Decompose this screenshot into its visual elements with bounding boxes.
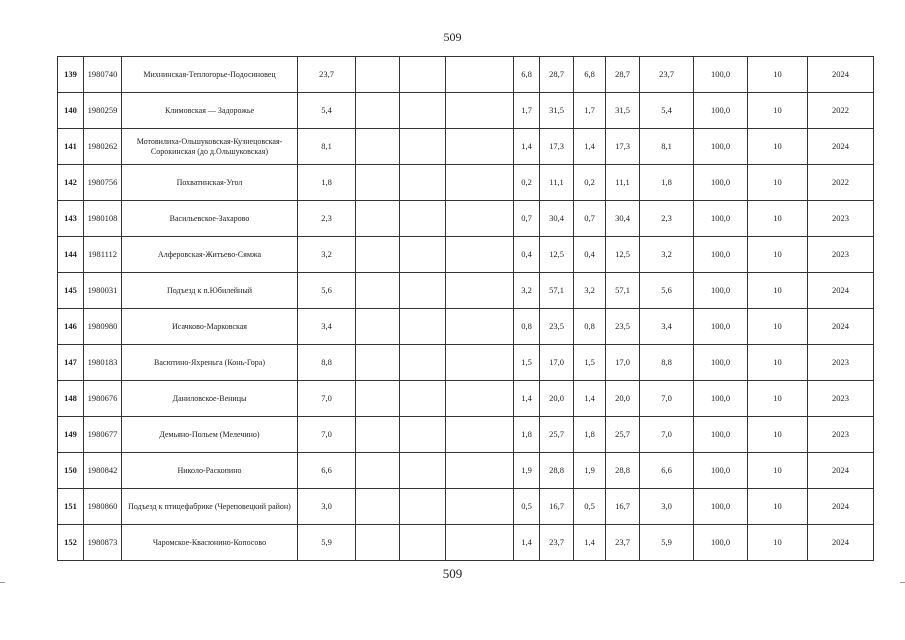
road-code: 1980677	[84, 417, 122, 453]
length-cell: 3,4	[298, 309, 356, 345]
road-name: Михнинская-Теплогорье-Подосиновец	[122, 57, 298, 93]
empty-cell	[356, 273, 400, 309]
value-cell: 10	[748, 489, 808, 525]
road-code: 1980108	[84, 201, 122, 237]
table-row	[58, 381, 874, 417]
value-cell: 10	[748, 345, 808, 381]
table-body	[58, 57, 874, 561]
percent-cell: 28,7	[606, 57, 640, 93]
road-name: Мотовилиха-Ольшуковская-Кузнецовская-Сорокинская (до д.Ольшуковская)	[122, 129, 298, 165]
table-row	[58, 453, 874, 489]
value-cell: 0,7	[514, 201, 540, 237]
length-cell: 3,0	[640, 489, 694, 525]
table-row	[58, 237, 874, 273]
empty-cell	[446, 165, 514, 201]
length-cell: 8,1	[640, 129, 694, 165]
road-name: Подъезд к птицефабрике (Череповецкий район)	[122, 489, 298, 525]
value-cell: 1,5	[574, 345, 606, 381]
row-number: 139	[58, 57, 84, 93]
percent-cell: 23,5	[540, 309, 574, 345]
percent-cell: 12,5	[606, 237, 640, 273]
empty-cell	[446, 381, 514, 417]
empty-cell	[400, 273, 446, 309]
year-cell: 2023	[808, 381, 874, 417]
percent-cell: 25,7	[606, 417, 640, 453]
percent-cell: 30,4	[606, 201, 640, 237]
table-row	[58, 417, 874, 453]
road-code: 1980980	[84, 309, 122, 345]
length-cell: 2,3	[298, 201, 356, 237]
empty-cell	[400, 165, 446, 201]
empty-cell	[400, 201, 446, 237]
value-cell: 10	[748, 93, 808, 129]
empty-cell	[446, 129, 514, 165]
row-number: 140	[58, 93, 84, 129]
road-name: Николо-Раскопино	[122, 453, 298, 489]
percent-cell: 17,3	[540, 129, 574, 165]
empty-cell	[446, 201, 514, 237]
row-number: 151	[58, 489, 84, 525]
road-name: Даниловское-Веницы	[122, 381, 298, 417]
value-cell: 1,4	[514, 525, 540, 561]
length-cell: 8,1	[298, 129, 356, 165]
empty-cell	[356, 453, 400, 489]
length-cell: 7,0	[640, 381, 694, 417]
percent-cell: 100,0	[694, 129, 748, 165]
empty-cell	[400, 345, 446, 381]
road-code: 1980676	[84, 381, 122, 417]
length-cell: 3,0	[298, 489, 356, 525]
year-cell: 2023	[808, 417, 874, 453]
empty-cell	[356, 417, 400, 453]
empty-cell	[356, 345, 400, 381]
table-row	[58, 525, 874, 561]
percent-cell: 57,1	[540, 273, 574, 309]
length-cell: 5,6	[298, 273, 356, 309]
value-cell: 0,8	[514, 309, 540, 345]
length-cell: 8,8	[298, 345, 356, 381]
road-name: Васютино-Яхреньга (Конь-Гора)	[122, 345, 298, 381]
year-cell: 2022	[808, 93, 874, 129]
right-edge-mark	[900, 582, 905, 583]
empty-cell	[356, 381, 400, 417]
empty-cell	[356, 489, 400, 525]
empty-cell	[400, 381, 446, 417]
percent-cell: 20,0	[606, 381, 640, 417]
row-number: 143	[58, 201, 84, 237]
empty-cell	[400, 525, 446, 561]
year-cell: 2022	[808, 165, 874, 201]
percent-cell: 28,8	[540, 453, 574, 489]
row-number: 146	[58, 309, 84, 345]
empty-cell	[400, 417, 446, 453]
length-cell: 8,8	[640, 345, 694, 381]
value-cell: 10	[748, 57, 808, 93]
road-code: 1981112	[84, 237, 122, 273]
year-cell: 2024	[808, 309, 874, 345]
value-cell: 0,4	[514, 237, 540, 273]
length-cell: 23,7	[298, 57, 356, 93]
empty-cell	[446, 489, 514, 525]
percent-cell: 16,7	[606, 489, 640, 525]
length-cell: 23,7	[640, 57, 694, 93]
row-number: 142	[58, 165, 84, 201]
percent-cell: 11,1	[606, 165, 640, 201]
percent-cell: 23,5	[606, 309, 640, 345]
value-cell: 10	[748, 309, 808, 345]
value-cell: 1,4	[514, 129, 540, 165]
percent-cell: 100,0	[694, 381, 748, 417]
percent-cell: 100,0	[694, 201, 748, 237]
value-cell: 10	[748, 453, 808, 489]
table-row	[58, 489, 874, 525]
percent-cell: 100,0	[694, 273, 748, 309]
value-cell: 10	[748, 129, 808, 165]
length-cell: 1,8	[298, 165, 356, 201]
value-cell: 0,2	[574, 165, 606, 201]
percent-cell: 31,5	[606, 93, 640, 129]
value-cell: 0,2	[514, 165, 540, 201]
value-cell: 3,2	[574, 273, 606, 309]
percent-cell: 23,7	[540, 525, 574, 561]
empty-cell	[400, 309, 446, 345]
roads-table	[57, 56, 874, 561]
empty-cell	[356, 129, 400, 165]
value-cell: 0,8	[574, 309, 606, 345]
road-name: Чаромское-Квасюнино-Копосово	[122, 525, 298, 561]
empty-cell	[356, 93, 400, 129]
page-number-bottom: 509	[442, 566, 463, 581]
empty-cell	[446, 345, 514, 381]
empty-cell	[446, 309, 514, 345]
percent-cell: 100,0	[694, 93, 748, 129]
length-cell: 3,4	[640, 309, 694, 345]
percent-cell: 16,7	[540, 489, 574, 525]
percent-cell: 57,1	[606, 273, 640, 309]
empty-cell	[446, 57, 514, 93]
length-cell: 5,9	[298, 525, 356, 561]
road-name: Алферовская-Житьево-Сямжа	[122, 237, 298, 273]
road-name: Васильевское-Захарово	[122, 201, 298, 237]
empty-cell	[446, 525, 514, 561]
empty-cell	[400, 93, 446, 129]
year-cell: 2024	[808, 129, 874, 165]
value-cell: 1,4	[514, 381, 540, 417]
empty-cell	[400, 129, 446, 165]
table-row	[58, 165, 874, 201]
road-code: 1980842	[84, 453, 122, 489]
value-cell: 0,7	[574, 201, 606, 237]
value-cell: 1,8	[574, 417, 606, 453]
empty-cell	[446, 273, 514, 309]
percent-cell: 17,0	[540, 345, 574, 381]
empty-cell	[400, 57, 446, 93]
road-code: 1980756	[84, 165, 122, 201]
year-cell: 2023	[808, 345, 874, 381]
value-cell: 1,7	[574, 93, 606, 129]
percent-cell: 28,8	[606, 453, 640, 489]
length-cell: 5,4	[640, 93, 694, 129]
page-number-top: 509	[443, 30, 462, 44]
value-cell: 10	[748, 273, 808, 309]
row-number: 141	[58, 129, 84, 165]
year-cell: 2024	[808, 57, 874, 93]
value-cell: 10	[748, 381, 808, 417]
empty-cell	[446, 93, 514, 129]
year-cell: 2024	[808, 525, 874, 561]
value-cell: 1,4	[574, 525, 606, 561]
road-code: 1980183	[84, 345, 122, 381]
percent-cell: 100,0	[694, 165, 748, 201]
road-code: 1980860	[84, 489, 122, 525]
road-code: 1980262	[84, 129, 122, 165]
length-cell: 7,0	[298, 417, 356, 453]
year-cell: 2024	[808, 453, 874, 489]
value-cell: 6,8	[574, 57, 606, 93]
row-number: 148	[58, 381, 84, 417]
road-name: Демьяно-Польем (Мелечино)	[122, 417, 298, 453]
road-code: 1980873	[84, 525, 122, 561]
empty-cell	[446, 237, 514, 273]
length-cell: 2,3	[640, 201, 694, 237]
percent-cell: 100,0	[694, 309, 748, 345]
row-number: 147	[58, 345, 84, 381]
percent-cell: 11,1	[540, 165, 574, 201]
value-cell: 10	[748, 237, 808, 273]
percent-cell: 25,7	[540, 417, 574, 453]
percent-cell: 100,0	[694, 489, 748, 525]
empty-cell	[400, 453, 446, 489]
empty-cell	[446, 453, 514, 489]
table-row	[58, 129, 874, 165]
empty-cell	[400, 489, 446, 525]
value-cell: 1,4	[574, 129, 606, 165]
percent-cell: 100,0	[694, 525, 748, 561]
value-cell: 3,2	[514, 273, 540, 309]
year-cell: 2023	[808, 237, 874, 273]
value-cell: 10	[748, 525, 808, 561]
percent-cell: 28,7	[540, 57, 574, 93]
row-number: 145	[58, 273, 84, 309]
road-code: 1980031	[84, 273, 122, 309]
length-cell: 6,6	[298, 453, 356, 489]
percent-cell: 100,0	[694, 345, 748, 381]
value-cell: 1,5	[514, 345, 540, 381]
percent-cell: 30,4	[540, 201, 574, 237]
value-cell: 0,5	[574, 489, 606, 525]
empty-cell	[356, 525, 400, 561]
road-name: Подъезд к п.Юбилейный	[122, 273, 298, 309]
row-number: 152	[58, 525, 84, 561]
table-row	[58, 273, 874, 309]
empty-cell	[446, 417, 514, 453]
road-code: 1980259	[84, 93, 122, 129]
empty-cell	[356, 165, 400, 201]
percent-cell: 12,5	[540, 237, 574, 273]
percent-cell: 100,0	[694, 453, 748, 489]
left-edge-mark	[0, 582, 5, 583]
value-cell: 10	[748, 201, 808, 237]
length-cell: 5,6	[640, 273, 694, 309]
year-cell: 2024	[808, 489, 874, 525]
empty-cell	[356, 237, 400, 273]
table-row	[58, 57, 874, 93]
length-cell: 1,8	[640, 165, 694, 201]
value-cell: 1,4	[574, 381, 606, 417]
percent-cell: 23,7	[606, 525, 640, 561]
percent-cell: 31,5	[540, 93, 574, 129]
empty-cell	[356, 309, 400, 345]
table-row	[58, 93, 874, 129]
length-cell: 5,4	[298, 93, 356, 129]
percent-cell: 17,3	[606, 129, 640, 165]
year-cell: 2023	[808, 201, 874, 237]
percent-cell: 100,0	[694, 237, 748, 273]
percent-cell: 100,0	[694, 57, 748, 93]
value-cell: 10	[748, 165, 808, 201]
length-cell: 3,2	[640, 237, 694, 273]
value-cell: 1,9	[514, 453, 540, 489]
percent-cell: 20,0	[540, 381, 574, 417]
value-cell: 6,8	[514, 57, 540, 93]
length-cell: 5,9	[640, 525, 694, 561]
table-row	[58, 309, 874, 345]
road-name: Похватинская-Угол	[122, 165, 298, 201]
table-row	[58, 345, 874, 381]
row-number: 144	[58, 237, 84, 273]
road-code: 1980740	[84, 57, 122, 93]
length-cell: 3,2	[298, 237, 356, 273]
empty-cell	[356, 57, 400, 93]
length-cell: 7,0	[298, 381, 356, 417]
row-number: 150	[58, 453, 84, 489]
value-cell: 0,4	[574, 237, 606, 273]
table-row	[58, 201, 874, 237]
value-cell: 0,5	[514, 489, 540, 525]
road-name: Климовская — Задорожье	[122, 93, 298, 129]
row-number: 149	[58, 417, 84, 453]
length-cell: 6,6	[640, 453, 694, 489]
length-cell: 7,0	[640, 417, 694, 453]
percent-cell: 17,0	[606, 345, 640, 381]
value-cell: 1,9	[574, 453, 606, 489]
value-cell: 10	[748, 417, 808, 453]
empty-cell	[400, 237, 446, 273]
value-cell: 1,8	[514, 417, 540, 453]
road-name: Исачково-Марковская	[122, 309, 298, 345]
percent-cell: 100,0	[694, 417, 748, 453]
value-cell: 1,7	[514, 93, 540, 129]
empty-cell	[356, 201, 400, 237]
year-cell: 2024	[808, 273, 874, 309]
